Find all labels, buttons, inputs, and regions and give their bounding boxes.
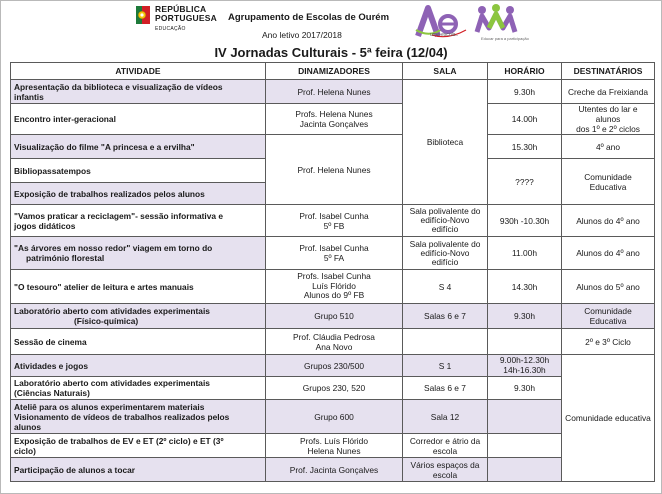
table-row [11,355,655,377]
organizer-cell: Prof. Jacinta Gonçalves [266,458,403,482]
room-cell: Sala 12 [403,400,488,434]
room-cell: Salas 6 e 7 [403,304,488,329]
activity-cell: "Vamos praticar a reciclagem"- sessão informativa e jogos didáticos [11,205,266,237]
table-row [11,104,655,135]
table-header-row [11,63,655,80]
time-cell: 9.30h [488,377,562,400]
activity-cell: Exposição de trabalhos realizados pelos alunos [11,183,266,205]
organizer-cell: Grupos 230, 520 [266,377,403,400]
table-row [11,237,655,270]
audience-cell: Alunos do 5º ano [562,270,655,304]
organizer-cell: Profs. Isabel Cunha Luís Flórido Alunos do 9º FB [266,270,403,304]
room-cell: Salas 6 e 7 [403,377,488,400]
room-cell: S 4 [403,270,488,304]
audience-cell: Comunidade Educativa [562,159,655,205]
time-cell: 930h -10.30h [488,205,562,237]
column-header-destinatarios: DESTINATÁRIOS [562,63,655,80]
table-row [11,434,655,458]
room-cell: Vários espaços da escola [403,458,488,482]
table-row [11,377,655,400]
audience-cell: Creche da Freixianda [562,80,655,104]
activity-cell: Sessão de cinema [11,329,266,355]
time-cell: 9.00h-12.30h 14h-16.30h [488,355,562,377]
activity-cell: Visualização do filme "A princesa e a ervilha" [11,135,266,159]
organizer-cell: Prof. Helena Nunes [266,80,403,104]
audience-cell: Alunos do 4º ano [562,205,655,237]
organizer-cell: Grupo 510 [266,304,403,329]
audience-cell: Alunos do 4º ano [562,237,655,270]
time-cell [488,434,562,458]
time-cell: ???? [488,159,562,205]
activity-cell: Encontro inter-geracional [11,104,266,135]
audience-cell: 4º ano [562,135,655,159]
column-header-sala: SALA [403,63,488,80]
room-cell: Sala polivalente do edifício-Novo edifício [403,205,488,237]
organizer-cell: Prof. Isabel Cunha 5º FB [266,205,403,237]
column-header-dinamizadores: DINAMIZADORES [266,63,403,80]
time-cell [488,458,562,482]
participation-logo [474,2,529,42]
time-cell: 14.00h [488,104,562,135]
school-group-name: Agrupamento de Escolas de Ourém [228,12,390,23]
activity-cell: Laboratório aberto com atividades experimentais (Ciências Naturais) [11,377,266,400]
audience-cell: Comunidade educativa [562,355,655,482]
table-row [11,400,655,434]
room-cell: Corredor e átrio da escola [403,434,488,458]
organizer-cell: Grupo 600 [266,400,403,434]
activity-cell: Atividades e jogos [11,355,266,377]
organizer-cell: Prof. Isabel Cunha 5º FA [266,237,403,270]
time-cell: 11.00h [488,237,562,270]
participation-logo-caption: Educar para a participação [481,36,529,41]
time-cell: 9.30h [488,80,562,104]
activity-cell: Apresentação da biblioteca e visualização de vídeos infantis [11,80,266,104]
time-cell: 14.30h [488,270,562,304]
time-cell [488,329,562,355]
audience-cell: Utentes do lar e alunos dos 1º e 2º ciclos [562,104,655,135]
participation-logo-icon [474,2,518,38]
organizer-cell: Prof. Cláudia Pedrosa Ana Novo [266,329,403,355]
table-row [11,329,655,355]
audience-cell: Comunidade Educativa [562,304,655,329]
room-cell: Sala polivalente do edifício-Novo edifício [403,237,488,270]
activity-cell: Participação de alunos a tocar [11,458,266,482]
portugal-crest-icon [136,6,150,24]
table-row [11,270,655,304]
room-cell: Biblioteca [403,80,488,205]
table-row [11,135,655,159]
school-year: Ano letivo 2017/2018 [262,30,342,40]
organizer-cell: Grupos 230/500 [266,355,403,377]
activity-cell: Ateliê para os alunos experimentarem materiais Visionamento de vídeos de trabalhos realizados pelos alunos [11,400,266,434]
activity-cell: "O tesouro" atelier de leitura e artes manuais [11,270,266,304]
room-cell: S 1 [403,355,488,377]
time-cell: 15.30h [488,135,562,159]
activity-cell: "As árvores em nosso redor" viagem em torno do património florestal [11,237,266,270]
activity-cell: Exposição de trabalhos de EV e ET (2º ciclo) e ET (3º ciclo) [11,434,266,458]
organizer-cell: Profs. Helena Nunes Jacinta Gonçalves [266,104,403,135]
republic-label: REPÚBLICA PORTUGUESA EDUCAÇÃO [155,4,217,32]
organizer-cell: Prof. Helena Nunes [266,135,403,205]
table-row [11,205,655,237]
table-row [11,304,655,329]
room-cell [403,329,488,355]
activity-cell: Bibliopassatempos [11,159,266,183]
table-row [11,458,655,482]
page-title: IV Jornadas Culturais - 5ª feira (12/04) [214,45,448,60]
column-header-atividade: ATIVIDADE [11,63,266,80]
table-row [11,80,655,104]
time-cell: 9.30h [488,304,562,329]
schedule-table [10,62,655,482]
school-logo [412,2,470,46]
audience-cell: 2º e 3º Ciclo [562,329,655,355]
organizer-cell: Profs. Luís Flórido Helena Nunes [266,434,403,458]
activity-cell: Laboratório aberto com atividades experimentais (Físico-química) [11,304,266,329]
school-logo-caption: uma escola.. [430,32,459,38]
column-header-horario: HORÁRIO [488,63,562,80]
time-cell [488,400,562,434]
